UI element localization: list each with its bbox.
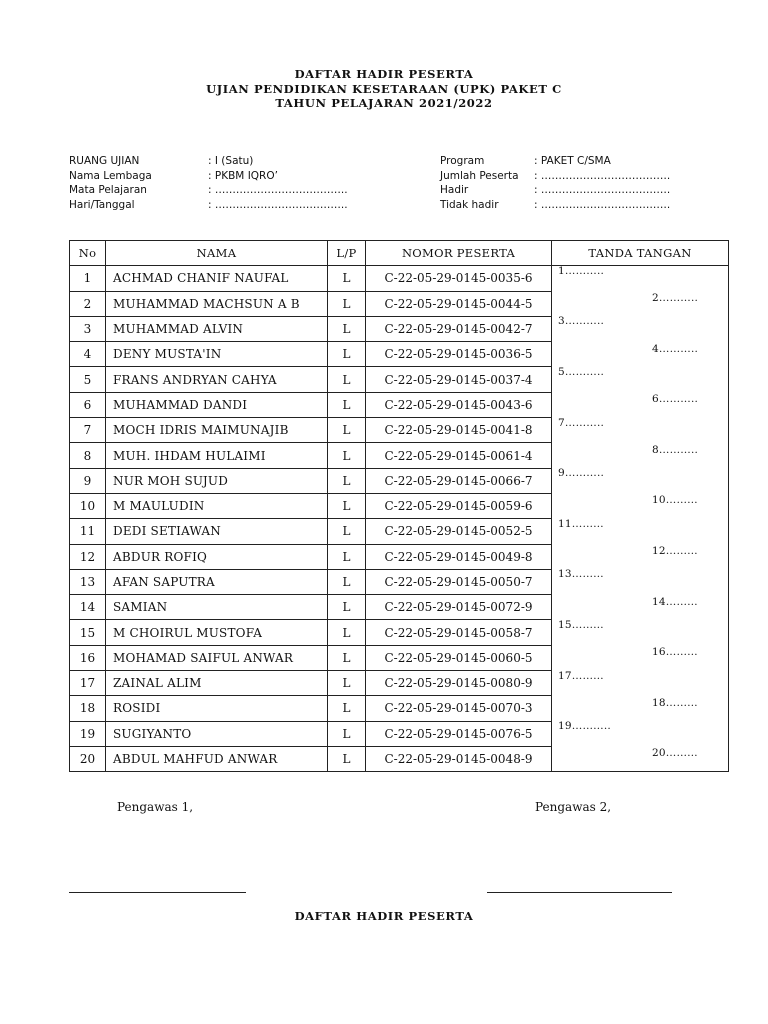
signature-cell[interactable] <box>552 569 729 594</box>
participant-name: MOHAMAD SAIFUL ANWAR <box>106 645 328 670</box>
participant-gender: L <box>328 645 366 670</box>
participant-number: C-22-05-29-0145-0050-7 <box>366 569 552 594</box>
participant-number: C-22-05-29-0145-0061-4 <box>366 443 552 468</box>
participant-name: MUHAMMAD MACHSUN A B <box>106 291 328 316</box>
participant-name: SUGIYANTO <box>106 721 328 746</box>
signature-cell[interactable] <box>552 595 729 620</box>
participant-number: C-22-05-29-0145-0060-5 <box>366 645 552 670</box>
info-row-hadir <box>440 183 670 198</box>
info-value: : PAKET C/SMA <box>534 155 611 167</box>
row-number: 17 <box>70 671 106 696</box>
signature-cell[interactable] <box>552 544 729 569</box>
col-header-tanda-tangan: TANDA TANGAN <box>552 241 729 266</box>
document-title <box>0 67 768 111</box>
row-number: 6 <box>70 392 106 417</box>
table-row <box>70 569 729 594</box>
participant-number: C-22-05-29-0145-0076-5 <box>366 721 552 746</box>
row-number: 11 <box>70 519 106 544</box>
title-line-3: TAHUN PELAJARAN 2021/2022 <box>275 96 493 110</box>
row-number: 3 <box>70 316 106 341</box>
signature-placeholder: 1……….. <box>558 265 605 278</box>
signature-placeholder: 14……… <box>652 595 698 608</box>
participant-number: C-22-05-29-0145-0058-7 <box>366 620 552 645</box>
participant-number: C-22-05-29-0145-0080-9 <box>366 671 552 696</box>
participant-gender: L <box>328 569 366 594</box>
info-row-tanggal <box>69 198 348 213</box>
signature-placeholder: 13……… <box>558 568 604 581</box>
table-row <box>70 418 729 443</box>
table-row <box>70 595 729 620</box>
participant-name: NUR MOH SUJUD <box>106 468 328 493</box>
participant-gender: L <box>328 746 366 771</box>
signature-cell[interactable] <box>552 519 729 544</box>
participant-gender: L <box>328 544 366 569</box>
participant-number: C-22-05-29-0145-0072-9 <box>366 595 552 620</box>
row-number: 1 <box>70 266 106 291</box>
pengawas-1-signature-line <box>69 892 246 893</box>
signature-placeholder: 4……….. <box>652 342 699 355</box>
info-label: Mata Pelajaran <box>69 184 147 196</box>
row-number: 18 <box>70 696 106 721</box>
col-header-nama: NAMA <box>106 241 328 266</box>
participant-gender: L <box>328 443 366 468</box>
signature-cell[interactable] <box>552 645 729 670</box>
table-row <box>70 443 729 468</box>
info-row-jumlah <box>440 169 670 184</box>
participant-number: C-22-05-29-0145-0070-3 <box>366 696 552 721</box>
signature-placeholder: 15……… <box>558 618 604 631</box>
signature-cell[interactable] <box>552 620 729 645</box>
participant-number: C-22-05-29-0145-0052-5 <box>366 519 552 544</box>
participant-name: MOCH IDRIS MAIMUNAJIB <box>106 418 328 443</box>
row-number: 4 <box>70 342 106 367</box>
pengawas-1-label: Pengawas 1, <box>117 800 194 814</box>
row-number: 19 <box>70 721 106 746</box>
table-row <box>70 291 729 316</box>
participant-number: C-22-05-29-0145-0035-6 <box>366 266 552 291</box>
col-header-nomor: NOMOR PESERTA <box>366 241 552 266</box>
participant-name: ABDUR ROFIQ <box>106 544 328 569</box>
row-number: 13 <box>70 569 106 594</box>
info-label: Program <box>440 155 485 167</box>
next-page-title: DAFTAR HADIR PESERTA <box>294 909 474 923</box>
participant-name: ABDUL MAHFUD ANWAR <box>106 746 328 771</box>
row-number: 12 <box>70 544 106 569</box>
signature-cell[interactable] <box>552 493 729 518</box>
signature-placeholder: 5……….. <box>558 365 605 378</box>
info-row-lembaga <box>69 169 348 184</box>
row-number: 10 <box>70 493 106 518</box>
signature-placeholder: 6……….. <box>652 393 699 406</box>
participant-number: C-22-05-29-0145-0036-5 <box>366 342 552 367</box>
participant-gender: L <box>328 671 366 696</box>
participant-number: C-22-05-29-0145-0041-8 <box>366 418 552 443</box>
participant-name: ACHMAD CHANIF NAUFAL <box>106 266 328 291</box>
participant-name: DENY MUSTA'IN <box>106 342 328 367</box>
row-number: 15 <box>70 620 106 645</box>
row-number: 9 <box>70 468 106 493</box>
participant-gender: L <box>328 519 366 544</box>
participant-number: C-22-05-29-0145-0048-9 <box>366 746 552 771</box>
row-number: 14 <box>70 595 106 620</box>
participant-name: MUHAMMAD DANDI <box>106 392 328 417</box>
table-row <box>70 342 729 367</box>
table-row <box>70 544 729 569</box>
participant-gender: L <box>328 696 366 721</box>
participant-number: C-22-05-29-0145-0042-7 <box>366 316 552 341</box>
participant-gender: L <box>328 367 366 392</box>
table-row <box>70 519 729 544</box>
signature-cell[interactable] <box>552 342 729 367</box>
signature-cell[interactable] <box>552 367 729 392</box>
info-value: : I (Satu) <box>208 155 254 167</box>
col-header-no: No <box>70 241 106 266</box>
participant-number: C-22-05-29-0145-0066-7 <box>366 468 552 493</box>
signature-placeholder: 2……….. <box>652 292 699 305</box>
table-row <box>70 367 729 392</box>
participant-name: M CHOIRUL MUSTOFA <box>106 620 328 645</box>
participant-gender: L <box>328 620 366 645</box>
participant-name: ROSIDI <box>106 696 328 721</box>
col-header-lp: L/P <box>328 241 366 266</box>
participant-gender: L <box>328 595 366 620</box>
exam-info-right <box>440 154 670 212</box>
signature-cell[interactable] <box>552 671 729 696</box>
participant-gender: L <box>328 418 366 443</box>
info-row-tidak-hadir <box>440 198 670 213</box>
participant-name: AFAN SAPUTRA <box>106 569 328 594</box>
table-row <box>70 468 729 493</box>
table-row <box>70 671 729 696</box>
info-value: : ……………………………….. <box>208 184 348 196</box>
info-value: : ………………………………. <box>534 169 671 182</box>
table-row <box>70 696 729 721</box>
info-value: : ………………………………. <box>534 198 671 211</box>
signature-cell[interactable] <box>552 443 729 468</box>
participant-gender: L <box>328 316 366 341</box>
participant-name: DEDI SETIAWAN <box>106 519 328 544</box>
row-number: 5 <box>70 367 106 392</box>
participant-name: SAMIAN <box>106 595 328 620</box>
row-number: 2 <box>70 291 106 316</box>
table-row <box>70 392 729 417</box>
table-row <box>70 746 729 771</box>
signature-cell[interactable] <box>552 696 729 721</box>
info-label: Hadir <box>440 184 469 196</box>
info-row-program <box>440 154 670 169</box>
info-label: RUANG UJIAN <box>69 155 140 167</box>
participant-gender: L <box>328 721 366 746</box>
signature-cell[interactable] <box>552 721 729 746</box>
info-value: : ………………………………. <box>534 184 671 196</box>
signature-placeholder: 8……….. <box>652 443 699 456</box>
participant-name: ZAINAL ALIM <box>106 671 328 696</box>
info-label: Tidak hadir <box>440 198 499 211</box>
signature-placeholder: 20……… <box>652 747 698 760</box>
participant-number: C-22-05-29-0145-0044-5 <box>366 291 552 316</box>
signature-placeholder: 18……… <box>652 696 698 709</box>
info-row-ruang <box>69 154 348 169</box>
exam-info-left <box>69 154 348 212</box>
signature-placeholder: 11……… <box>558 517 604 530</box>
signature-placeholder: 12……… <box>652 545 698 558</box>
participant-number: C-22-05-29-0145-0049-8 <box>366 544 552 569</box>
table-row <box>70 721 729 746</box>
info-label: Hari/Tanggal <box>69 198 135 211</box>
row-number: 16 <box>70 645 106 670</box>
info-row-mapel <box>69 183 348 198</box>
info-label: Nama Lembaga <box>69 169 152 182</box>
participant-gender: L <box>328 468 366 493</box>
signature-placeholder: 17……… <box>558 669 604 682</box>
table-row <box>70 493 729 518</box>
signature-cell[interactable] <box>552 746 729 771</box>
info-label: Jumlah Peserta <box>440 169 519 182</box>
signature-placeholder: 10……… <box>652 494 698 507</box>
participant-number: C-22-05-29-0145-0037-4 <box>366 367 552 392</box>
participant-gender: L <box>328 342 366 367</box>
participant-name: MUH. IHDAM HULAIMI <box>106 443 328 468</box>
row-number: 8 <box>70 443 106 468</box>
signature-cell[interactable] <box>552 468 729 493</box>
table-row <box>70 645 729 670</box>
info-value: : PKBM IQRO’ <box>208 169 278 182</box>
table-body <box>70 266 729 772</box>
signature-placeholder: 3……….. <box>558 315 605 328</box>
participant-name: MUHAMMAD ALVIN <box>106 316 328 341</box>
title-line-2: UJIAN PENDIDIKAN KESETARAAN (UPK) PAKET C <box>206 81 562 96</box>
signature-cell[interactable] <box>552 418 729 443</box>
signature-cell[interactable] <box>552 266 729 291</box>
signature-placeholder: 16……… <box>652 646 698 659</box>
table-row <box>70 620 729 645</box>
participant-number: C-22-05-29-0145-0043-6 <box>366 392 552 417</box>
participant-number: C-22-05-29-0145-0059-6 <box>366 493 552 518</box>
attendance-table <box>69 240 729 772</box>
row-number: 20 <box>70 746 106 771</box>
participant-gender: L <box>328 291 366 316</box>
table-row <box>70 316 729 341</box>
participant-gender: L <box>328 392 366 417</box>
title-line-1: DAFTAR HADIR PESERTA <box>294 67 474 81</box>
pengawas-2-signature-line <box>487 892 672 893</box>
signature-placeholder: 9……….. <box>558 467 605 480</box>
participant-name: M MAULUDIN <box>106 493 328 518</box>
signature-cell[interactable] <box>552 392 729 417</box>
table-header-row <box>70 241 729 266</box>
participant-gender: L <box>328 266 366 291</box>
participant-gender: L <box>328 493 366 518</box>
signature-cell[interactable] <box>552 291 729 316</box>
info-value: : ……………………………….. <box>208 198 348 211</box>
row-number: 7 <box>70 418 106 443</box>
table-row <box>70 266 729 291</box>
participant-name: FRANS ANDRYAN CAHYA <box>106 367 328 392</box>
signature-placeholder: 19……….. <box>558 720 611 733</box>
signature-cell[interactable] <box>552 316 729 341</box>
signature-placeholder: 7……….. <box>558 416 605 429</box>
pengawas-2-label: Pengawas 2, <box>535 800 612 814</box>
